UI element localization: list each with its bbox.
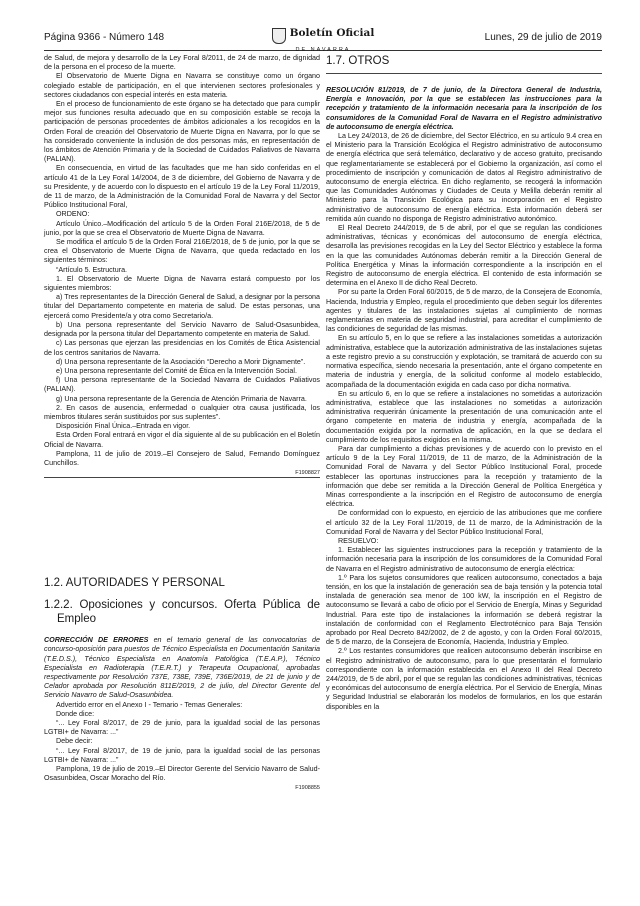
blank-space bbox=[44, 478, 320, 562]
paragraph: De conformidad con lo expuesto, en ejercicio de las atribuciones que me confiere el artículo 32 de la Ley Foral 11/2019, de 11 de marzo, de la Administración de la Comunidad Foral de Navarra y del Sector Público Institucional Foral, bbox=[326, 509, 602, 536]
paragraph: El Real Decreto 244/2019, de 5 de abril, por el que se regulan las condiciones administrativas, técnicas y económicas del autoconsumo de energía eléctrica, desarrolla las previsiones recogidas en la Ley del Sector Eléctrico y establece la forma en la que las comunidades Autónomas deberán remitir a la Dirección General de Política Energética y Minas la información correspondiente a la inscripción en el Registro de autoconsumo de energía eléctrica. El contenido de esta información se determina en el Anexo II de dicho Real Decreto. bbox=[326, 224, 602, 288]
paragraph: Debe decir: bbox=[56, 737, 93, 746]
correction-notice bbox=[44, 636, 320, 700]
list-item: e) Una persona representante del Comité de Ética en la Intervención Social. bbox=[56, 366, 297, 375]
paragraph: de Salud, de mejora y desarrollo de la Ley Foral 8/2011, de 24 de marzo, de dignidad de la persona en el proceso de la muerte. bbox=[44, 54, 320, 72]
list-item: b) Una persona representante del Servicio Navarro de Salud-Osasunbidea, designada por la persona titular del Departamento competente en materia de Salud. bbox=[44, 320, 320, 339]
subsection-heading: 1.2.2. Oposiciones y concursos. Oferta Pública de Empleo bbox=[44, 599, 320, 626]
paragraph: La Ley 24/2013, de 26 de diciembre, del Sector Eléctrico, en su artículo 9.4 crea en el Ministerio para la Transición Ecológica el Registro administrativo de autoconsumo de energía eléctrica que será telemático, declarativo y de acceso gratuito, precisando que reglamentariamente se establecerá por el Gobierno la organización, así como el procedimiento de inscripción y comunicación de datos al Registro administrativo de autoconsumo de energía eléctrica. En dicho reglamento, se recogerá la información que las Comunidades Autónomas y Ciudades de Ceuta y Melilla deberán remitir al Ministerio para la Transición Ecológica para su incorporación en el Registro administrativo de autoconsumo de energía eléctrica. Esta información deberá ser remitida aún cuando no disponga de Registro administrativo autonómico. bbox=[326, 132, 602, 223]
page-number: Página 9366 - Número 148 bbox=[44, 32, 165, 43]
page-header bbox=[44, 28, 602, 51]
paragraph: “... Ley Foral 8/2017, de 19 de junio, para la igualdad social de las personas LGTBI+ de Navarra: ...” bbox=[44, 746, 320, 764]
list-item: d) Una persona representante de la Asociación “Derecho a Morir Dignamente”. bbox=[56, 357, 306, 366]
article-heading: Artículo Único.–Modificación del artículo 5 de la Orden Foral 216E/2018, de 5 de junio, por la que se crea el Observatorio de Muerte Digna de Navarra. bbox=[44, 219, 320, 237]
paragraph: 1. Establecer las siguientes instrucciones para la recepción y tratamiento de la información necesaria para la inscripción de los consumidores de la Comunidad Foral de Navarra en el Registro administrativo de autoconsumo de energía eléctrica: bbox=[326, 546, 602, 573]
paragraph: En su artículo 5, en lo que se refiere a las instalaciones sometidas a autorización administrativa, establece que la autorización administrativa de las instalaciones sujetas a este registro previo a su construcción y explotación, se tramitará de acuerdo con su normativa específica, siendo necesaria la presentación, ante el órgano competente en materia de industria y energía, de la solicitud conforme al modelo establecido, acompañada de la documentación exigida en cada caso por dicha normativa. bbox=[326, 334, 602, 389]
disposicion-heading: Disposición Final Única.–Entrada en vigor. bbox=[56, 422, 191, 431]
paragraph: Esta Orden Foral entrará en vigor el día siguiente al de su publicación en el Boletín Oficial de Navarra. bbox=[44, 431, 320, 449]
ordeno-heading: ORDENO: bbox=[56, 210, 90, 219]
paragraph: Donde dice: bbox=[56, 709, 95, 718]
right-column bbox=[326, 54, 602, 712]
gazette-logo bbox=[258, 28, 388, 53]
logo-title: Boletín Oficial bbox=[289, 27, 375, 39]
correction-body: en el temario general de las convocatorias de concurso-oposición para puestos de Técnico Especialista en Documentación Sanitaria (T.E.D.S.), Técnico Especialista en Anatomía Patológica (T.E.A.P.), Técnico Especialista en Radioterapia (T.E.R.T.) y Terapeuta Ocupacional, aprobadas respectivamente por Resolución 737E, 738E, 739E, 736E/2019, de 21 de junio y de Celador aprobada por Resolución 811E/2019, 2 de julio, del Director Gerente del Servicio Navarro de Salud-Osasunbidea. bbox=[44, 636, 321, 700]
logo-subtitle: DE NAVARRA bbox=[295, 47, 351, 53]
reference-code: F1908855 bbox=[295, 785, 320, 792]
list-item: 2. En casos de ausencia, enfermedad o cualquier otra causa justificada, los miembros titulares serán sustituidos por sus suplentes”. bbox=[44, 403, 320, 421]
correction-title: CORRECCIÓN DE ERRORES bbox=[44, 636, 149, 645]
signature-line: Pamplona, 19 de julio de 2019.–El Director Gerente del Servicio Navarro de Salud-Osasunbidea, Oscar Moracho del Río. bbox=[44, 764, 320, 783]
paragraph: En el proceso de funcionamiento de este órgano se ha detectado que para cumplir mejor sus funciones resulta adecuado que en su composición estable se recoja la participación de personas procedentes de ámbitos adicionales a los recogidos en la Orden Foral de creación del Observatorio de Muerte Digna en Navarra, por lo que se ha considerado conveniente la inclusión de dos personas más, en representación de los ámbitos de Atención Primaria y de la Sociedad de Cuidados Paliativos de Navarra (PALIAN). bbox=[44, 100, 320, 164]
paragraph: En su artículo 6, en lo que se refiere a instalaciones no sometidas a autorización administrativa, establece que las instalaciones no sometidas a autorización administrativa requerirán únicamente la presentación de una comunicación ante el órgano competente en materia de industria y energía, acompañada de la documentación exigida por la normativa de aplicación, en la que se declara el cumplimiento de los requisitos exigidos en la misma. bbox=[326, 389, 602, 444]
resuelvo-heading: RESUELVO: bbox=[338, 536, 379, 545]
divider bbox=[326, 73, 602, 74]
reference-code: F1908827 bbox=[295, 470, 320, 477]
section-heading: 1.2. AUTORIDADES Y PERSONAL bbox=[44, 577, 225, 590]
coat-of-arms-icon bbox=[272, 28, 286, 44]
list-item: 1. El Observatorio de Muerte Digna de Navarra estará compuesto por los siguientes miembros: bbox=[44, 274, 320, 293]
paragraph: Por su parte la Orden Foral 60/2015, de 5 de marzo, de la Consejera de Economía, Hacienda, Industria y Empleo, regula el procedimiento que deben seguir los diferentes agentes y titulares de las instalaciones sujetas al cumplimiento de normas reglamentarias en materia de seguridad industrial, para acreditar el cumplimiento de las condiciones de seguridad de las mismas. bbox=[326, 288, 602, 334]
paragraph: En consecuencia, en virtud de las facultades que me han sido conferidas en el artículo 41 de la Ley Foral 14/2004, de 3 de diciembre, del Gobierno de Navarra y de su Presidente, y de acuerdo con lo dispuesto en el artículo 19 de la Ley Foral 11/2019, de 11 de marzo, de la Administración de la Comunidad Foral de Navarra y del Sector Público Institucional Foral, bbox=[44, 164, 320, 210]
list-item: f) Una persona representante de la Sociedad Navarra de Cuidados Paliativos (PALIAN). bbox=[44, 376, 320, 394]
article-title: “Artículo 5. Estructura. bbox=[56, 265, 128, 274]
list-item: g) Una persona representante de la Gerencia de Atención Primaria de Navarra. bbox=[56, 394, 307, 403]
paragraph: 1.º Para los sujetos consumidores que realicen autoconsumo, conectados a baja tensión, en los que la instalación de generación sea de baja tensión y la potencia total instalada de generación sea menor de 100 kW, la inscripción en el Registro de autoconsumo se llevará a cabo de oficio por el Servicio de Energía, Minas y Seguridad Industrial. Para este tipo de instalaciones la información se deberá registrar la instalación de conformidad con el Reglamento Electrotécnico para Baja Tensión aprobado por Real Decreto 842/2002, de 2 de agosto, y con la Orden Foral 60/2015, de 5 de marzo, de la Consejera de Economía, Hacienda, Industria y Empleo. bbox=[326, 573, 602, 647]
list-item: a) Tres representantes de la Dirección General de Salud, a designar por la persona titular del Departamento competente en materia de salud. De estas personas, una ejercerá como Presidente/a y otra como Secretario/a. bbox=[44, 293, 320, 320]
issue-date: Lunes, 29 de julio de 2019 bbox=[484, 32, 602, 43]
paragraph: Advertido error en el Anexo I - Temario - Temas Generales: bbox=[56, 700, 243, 709]
paragraph: Se modifica el artículo 5 de la Orden Foral 216E/2018, de 5 de junio, por la que se crea el Observatorio de Muerte Digna de Navarra, que queda redactado en los siguientes términos: bbox=[44, 238, 320, 265]
paragraph: 2.º Los restantes consumidores que realicen autoconsumo deberán inscribirse en el Registro administrativo de autoconsumo, para lo que presentarán el formulario correspondiente con la información establecida en el Anexo II del Real Decreto 244/2019, de 5 de abril, por el que se regulan las condiciones administrativas, técnicas y económicas del autoconsumo de energía eléctrica. Por el Servicio de Energía, Minas y Seguridad Industrial se elaborarán los modelos de formularios, en los que estarán disponibles en la bbox=[326, 647, 602, 711]
list-item: c) Las personas que ejerzan las presidencias en los Comités de Ética Asistencial de los centros sanitarios de Navarra. bbox=[44, 339, 320, 357]
left-column bbox=[44, 54, 320, 792]
paragraph: “... Ley Foral 8/2017, de 29 de junio, para la igualdad social de las personas LGTBI+ de Navarra: ...” bbox=[44, 718, 320, 737]
paragraph: El Observatorio de Muerte Digna en Navarra se constituye como un órgano colegiado estable de participación, en el que intervienen sectores profesionales y sectores ciudadanos con especial interés en esta materia. bbox=[44, 72, 320, 99]
section-heading: 1.7. OTROS bbox=[326, 55, 390, 67]
resolution-title: RESOLUCIÓN 81/2019, de 7 de junio, de la Directora General de Industria, Energía e Innovación, por la que se establecen las instrucciones para la recepción y tratamiento de la información necesaria para la inscripción de los consumidores de la Comunidad Foral de Navarra en el Registro administrativo de autoconsumo de energía eléctrica. bbox=[326, 86, 602, 131]
signature-line: Pamplona, 11 de julio de 2019.–El Consejero de Salud, Fernando Domínguez Cunchillos. bbox=[44, 449, 320, 467]
paragraph: Para dar cumplimiento a dichas previsiones y de acuerdo con lo previsto en el artículo 9 de la Ley Foral 11/2019, de 11 de marzo, de la Administración de la Comunidad Foral de Navarra y del Sector Público Institucional Foral, procede establecer las oportunas instrucciones para la recepción y tratamiento de la información que debe ser remitida a la Dirección General de Política Energética y Minas correspondiente a la inscripción en el Registro de autoconsumo de energía eléctrica. bbox=[326, 444, 602, 509]
